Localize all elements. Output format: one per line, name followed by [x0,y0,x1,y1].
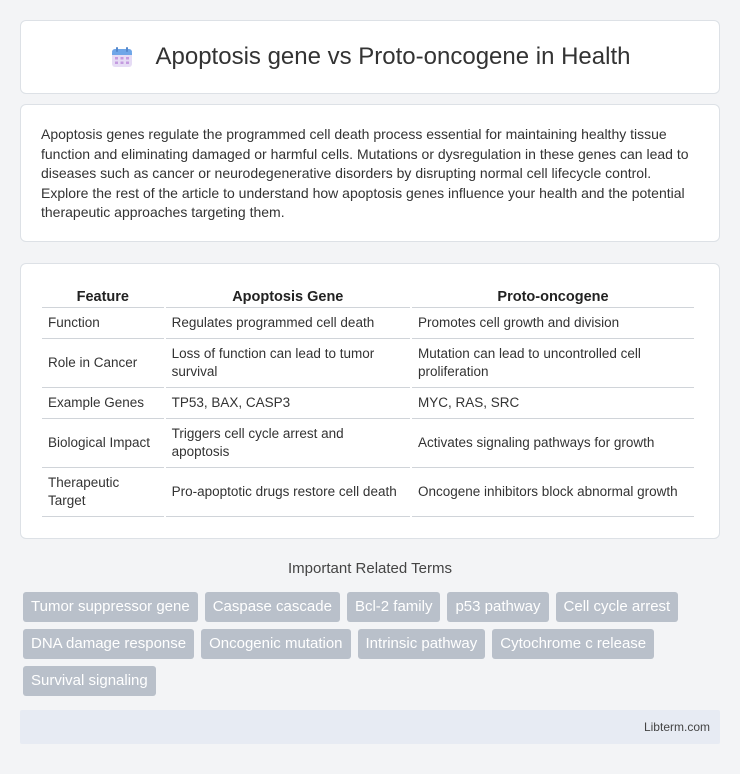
intro-paragraph: Apoptosis genes regulate the programmed cell death process essential for maintaining healthy tissue function and eliminating damaged or harmful cells. Mutations or dysregulation in these genes can lead to diseases such as cancer or neurodegenerative disorders by disrupting normal cell lifecycle control. Explore the rest of the article to understand how apoptosis genes influence your health and the potential therapeutic approaches targeting them. [41,126,689,220]
feature-cell: Example Genes [42,388,164,419]
header-proto-oncogene: Proto-oncogene [412,284,694,308]
related-term-tag[interactable]: Intrinsic pathway [358,629,486,659]
related-term-tag[interactable]: Cell cycle arrest [556,592,679,622]
related-term-tag[interactable]: p53 pathway [447,592,548,622]
feature-cell: Role in Cancer [42,339,164,388]
related-terms-title: Important Related Terms [288,560,452,577]
related-term-tag[interactable]: Cytochrome c release [492,629,654,659]
feature-cell: Function [42,308,164,339]
table-row [42,388,694,419]
proto-oncogene-cell: Oncogene inhibitors block abnormal growth [412,468,694,517]
table-header-row [42,284,694,308]
related-terms-list [23,592,723,696]
related-term-tag[interactable]: DNA damage response [23,629,194,659]
apoptosis-cell: Triggers cell cycle arrest and apoptosis [166,419,410,468]
proto-oncogene-cell: MYC, RAS, SRC [412,388,694,419]
related-term-tag[interactable]: Tumor suppressor gene [23,592,198,622]
footer-site-link[interactable]: Libterm.com [643,720,710,734]
footer-bar [20,710,720,744]
table-row [42,339,694,388]
related-term-tag[interactable]: Caspase cascade [205,592,340,622]
related-term-tag[interactable]: Survival signaling [23,666,156,696]
related-term-tag[interactable]: Oncogenic mutation [201,629,350,659]
proto-oncogene-cell: Mutation can lead to uncontrolled cell proliferation [412,339,694,388]
feature-cell: Therapeutic Target [42,468,164,517]
header-card [20,20,720,94]
page-title: Apoptosis gene vs Proto-oncogene in Health [155,43,631,70]
apoptosis-cell: Regulates programmed cell death [166,308,410,339]
related-term-tag[interactable]: Bcl-2 family [347,592,441,622]
apoptosis-cell: TP53, BAX, CASP3 [166,388,410,419]
comparison-table [40,284,696,517]
table-row [42,308,694,339]
table-row [42,468,694,517]
apoptosis-cell: Loss of function can lead to tumor survival [166,339,410,388]
feature-cell: Biological Impact [42,419,164,468]
header-feature: Feature [42,284,164,308]
proto-oncogene-cell: Activates signaling pathways for growth [412,419,694,468]
table-row [42,419,694,468]
comparison-table-card [20,263,720,539]
header-apoptosis-gene: Apoptosis Gene [166,284,410,308]
apoptosis-cell: Pro-apoptotic drugs restore cell death [166,468,410,517]
calendar-icon [110,45,134,69]
proto-oncogene-cell: Promotes cell growth and division [412,308,694,339]
intro-card [20,104,720,242]
